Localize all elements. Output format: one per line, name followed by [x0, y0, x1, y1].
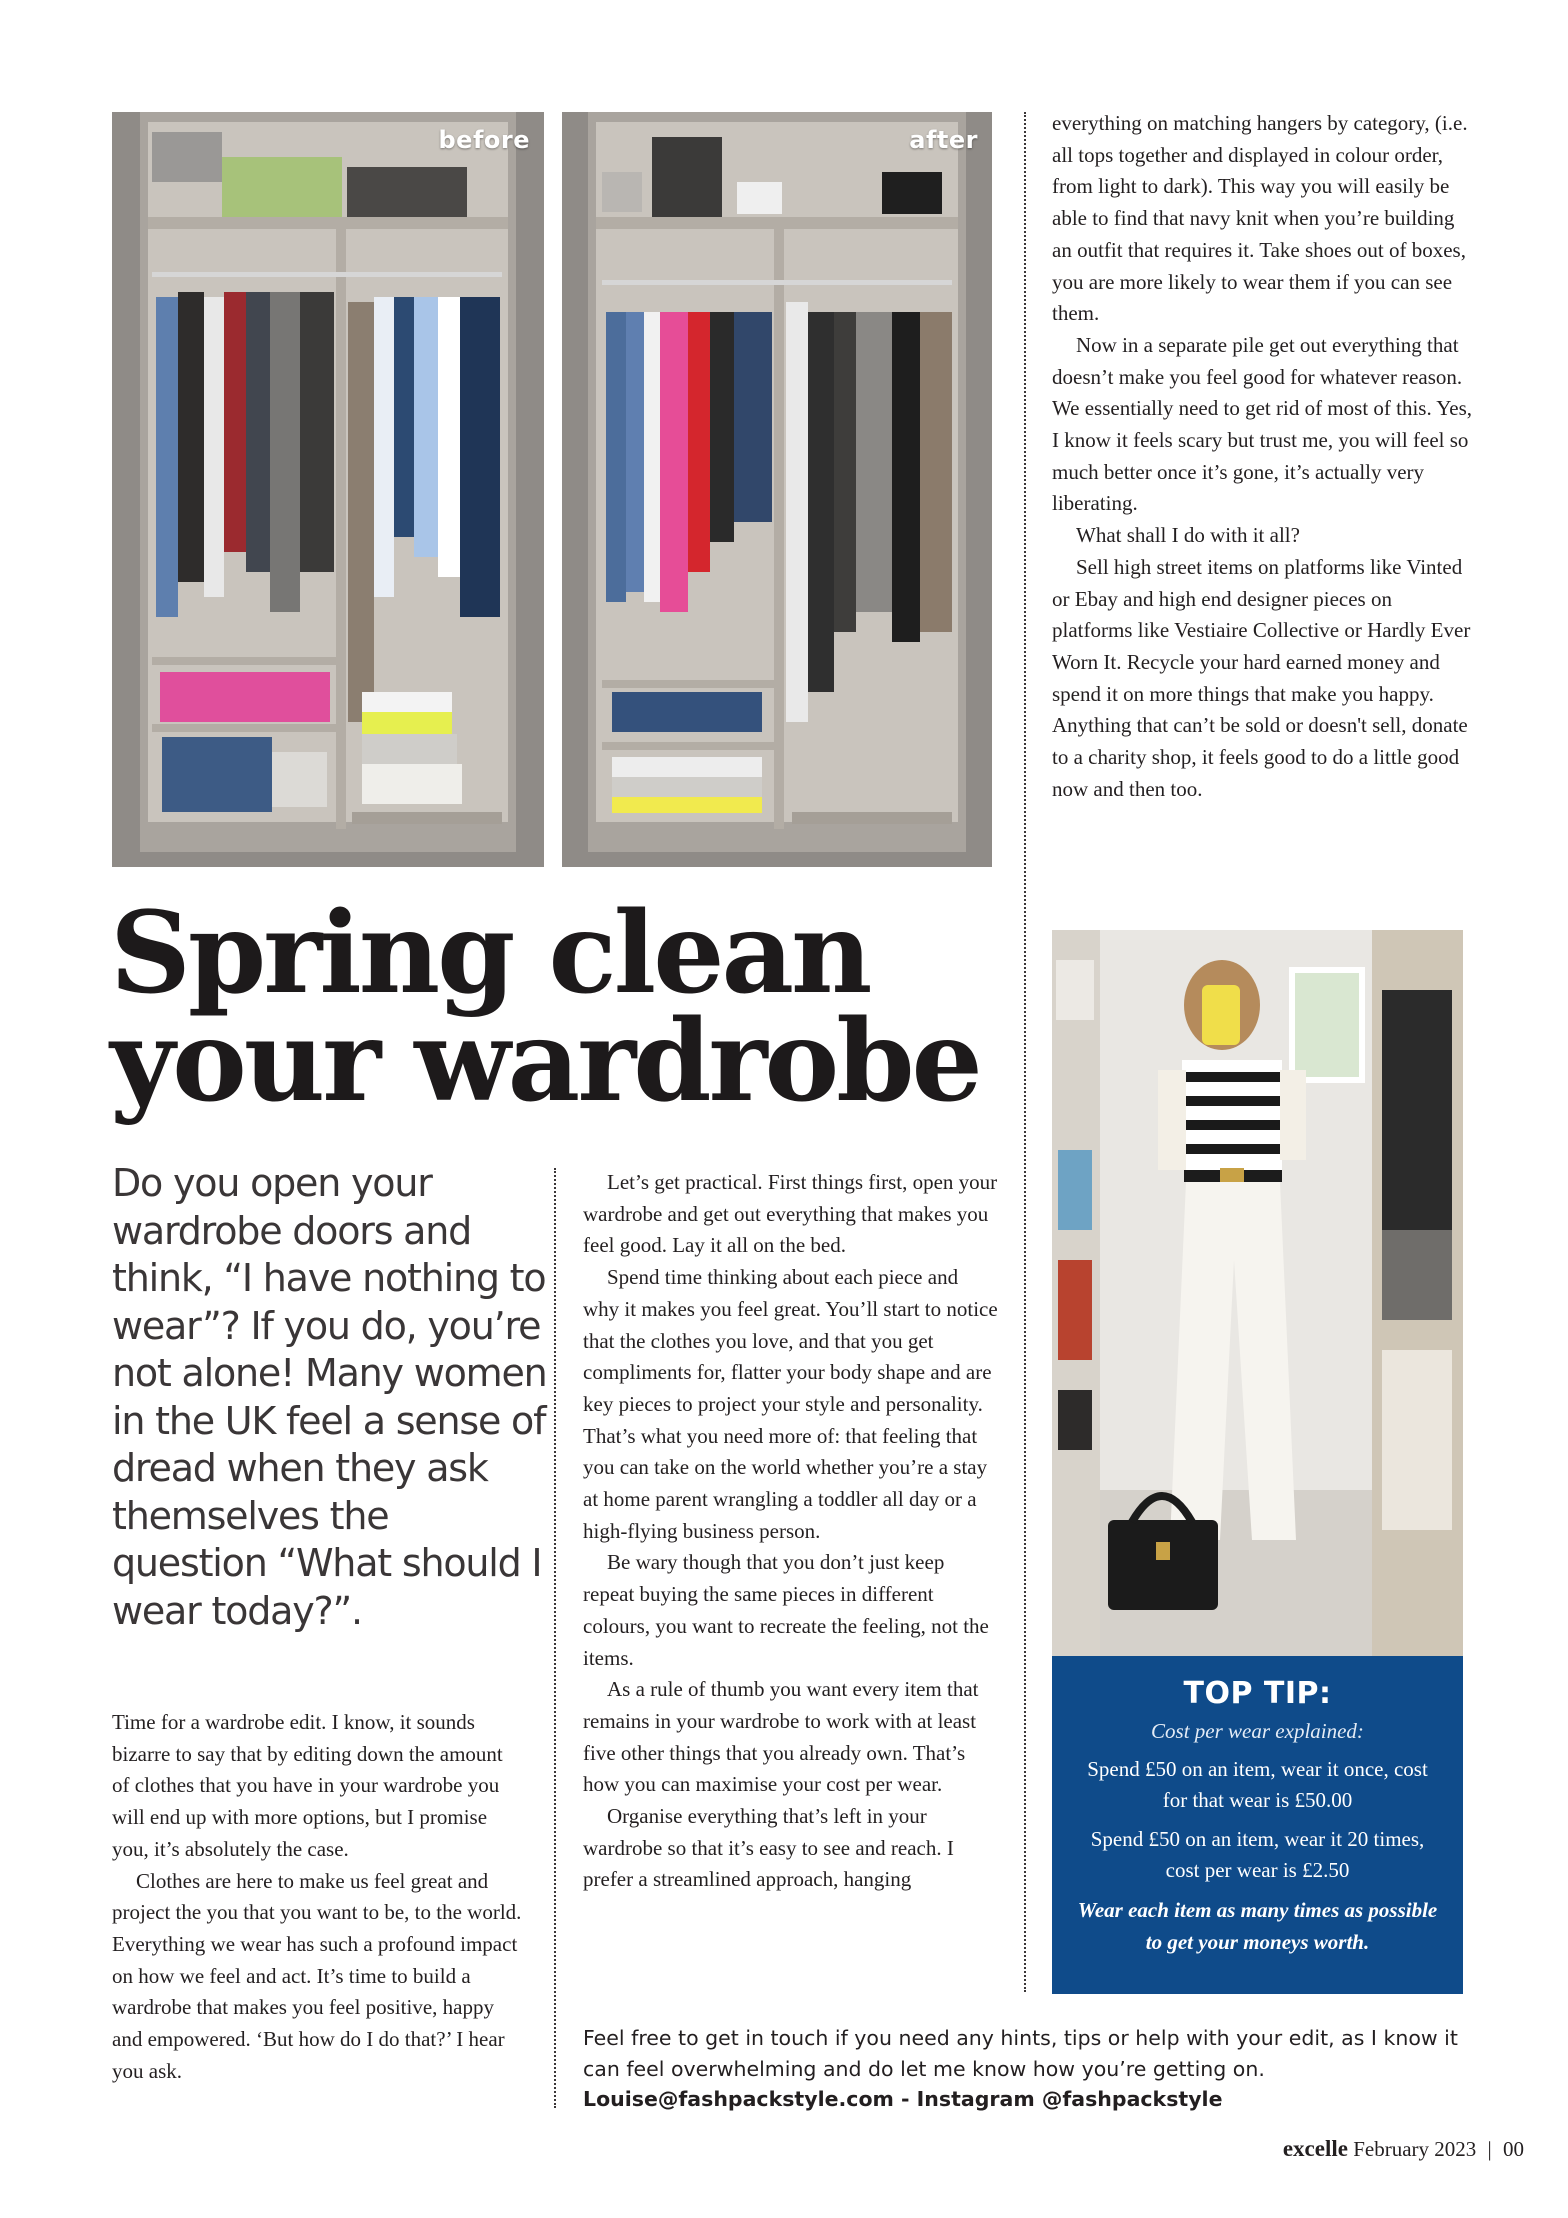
page-folio	[1283, 2136, 1524, 2162]
signoff	[583, 2023, 1483, 2115]
body-subhead: What shall I do with it all?	[1076, 523, 1300, 548]
top-tip-final: Wear each item as many times as possible to get your moneys worth.	[1077, 1898, 1438, 1954]
mirror-selfie-photo	[1052, 930, 1463, 1656]
issue-date: February 2023	[1353, 2137, 1477, 2161]
headline-line-1: Spring clean	[110, 888, 870, 1019]
after-wardrobe-illustration	[562, 112, 992, 867]
top-tip-subtitle: Cost per wear explained:	[1151, 1719, 1364, 1743]
body-paragraph: Organise everything that’s left in your wardrobe so that it’s easy to see and reach. I prefer a streamlined approach, hanging	[583, 1804, 954, 1892]
standfirst: Do you open your wardrobe doors and think, “I have nothing to wear”? If you do, you’re not alone! Many women in the UK feel a sense of dread when they ask themselves the question “What should I wear today?”.	[112, 1161, 547, 1633]
body-paragraph: Clothes are here to make us feel great and project the you that you want to be, to the world. Everything we wear has such a profound impact on how we feel and act. It’s time to build a wardrobe that makes you feel positive, happy and empowered. ‘But how do I do that?’ I hear you ask.	[112, 1868, 522, 2083]
top-tip-title: TOP TIP:	[1183, 1676, 1332, 1711]
body-paragraph: Now in a separate pile get out everything that doesn’t make you feel good for whatever reason. We essentially need to get rid of most of this. Yes, I know it feels scary but trust me, you will feel so much better once it’s gone, it’s actually very liberating.	[1052, 332, 1473, 516]
after-wardrobe-photo	[562, 112, 992, 867]
signoff-text: Feel free to get in touch if you need any hints, tips or help with your edit, as I know it can feel overwhelming and do let me know how you’re getting on.	[583, 2026, 1458, 2081]
body-paragraph: Spend time thinking about each piece and why it makes you feel great. You’ll start to notice that the clothes you love, and that you get compliments for, flatter your body shape and are key pieces to project your style and personality. That’s what you need more of: that feeling that you can take on the world whether you’re a stay at home parent wrangling a toddler all day or a high-flying business person.	[583, 1265, 998, 1543]
body-paragraph: As a rule of thumb you want every item that remains in your wardrobe to work with at least five other things that you already own. That’s how you can maximise your cost per wear.	[583, 1677, 979, 1797]
top-tip-box	[1052, 1656, 1463, 1994]
body-paragraph: Be wary though that you don’t just keep repeat buying the same pieces in different colours, you want to recreate the feeling, not the items.	[583, 1550, 989, 1670]
body-paragraph: Let’s get practical. First things first, open your wardrobe and get out everything that makes you feel good. Lay it all on the bed.	[583, 1170, 998, 1258]
magazine-brand: excelle	[1282, 2136, 1348, 2161]
headline-line-2: your wardrobe	[110, 996, 980, 1127]
body-column-1	[112, 1707, 522, 2087]
body-paragraph: Time for a wardrobe edit. I know, it sounds bizarre to say that by editing down the amount of clothes that you have in your wardrobe you will end up with more options, but I promise you, it’s absolutely the case.	[112, 1710, 503, 1861]
contact-details: Louise@fashpackstyle.com - Instagram @fashpackstyle	[583, 2087, 1223, 2111]
folio-separator: |	[1487, 2137, 1492, 2161]
top-tip-line-1: Spend £50 on an item, wear it once, cost for that wear is £50.00	[1087, 1757, 1428, 1812]
body-paragraph: everything on matching hangers by category, (i.e. all tops together and displayed in colour order, from light to dark). This way you will easily be able to find that navy knit when you’re building an outfit that requires it. Take shoes out of boxes, you are more likely to wear them if you can see them.	[1052, 111, 1468, 326]
before-label: before	[438, 126, 530, 154]
body-paragraph: Sell high street items on platforms like Vinted or Ebay and high end designer pieces on platforms like Vestiaire Collective or Hardly Ever Worn It. Recycle your hard earned money and spend it on more things that make you happy. Anything that can’t be sold or doesn't sell, donate to a charity shop, it feels good to do a little good now and then too.	[1052, 554, 1471, 801]
column-rule-middle	[554, 1168, 556, 2108]
headline	[110, 888, 1010, 1127]
before-wardrobe-photo	[112, 112, 544, 867]
top-tip-line-2: Spend £50 on an item, wear it 20 times, cost per wear is £2.50	[1090, 1827, 1425, 1882]
column-rule-right	[1024, 112, 1026, 1992]
mirror-selfie-illustration	[1052, 930, 1463, 1656]
after-label: after	[909, 126, 978, 154]
body-column-2	[583, 1167, 998, 1896]
page-number: 00	[1503, 2137, 1524, 2161]
before-wardrobe-illustration	[112, 112, 544, 867]
body-column-3	[1052, 108, 1472, 805]
